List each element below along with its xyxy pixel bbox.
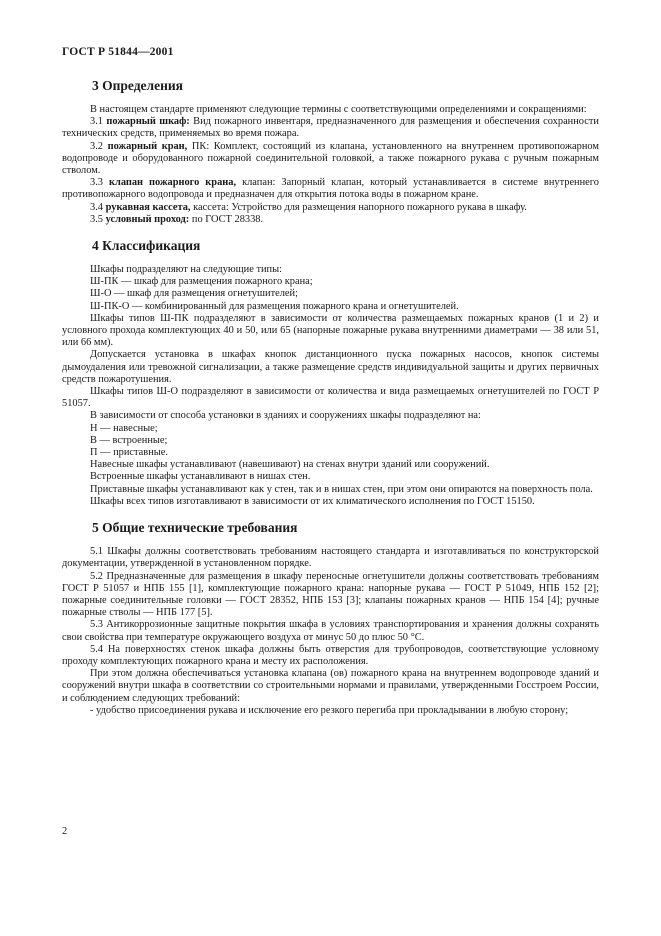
paragraph: В зависимости от способа установки в зданиях и сооружениях шкафы подразделяют на: bbox=[90, 410, 481, 422]
paragraph: 5.2 Предназначенные для размещения в шкафу переносные огнетушители должны соответствовать требованиям ГОСТ Р 51057 и НПБ 155 [1], комплектующие пожарного крана: напорные рукава — ГОСТ Р 51049, НПБ 152 [2]; пожарные соединительные головки — ГОСТ 28352, НПБ 153 [3]; клапаны пожарных кранов — НПБ 154 [4]; ручные пожарные стволы — НПБ 177 [5]. bbox=[62, 570, 599, 619]
clause-number: 3.2 bbox=[90, 140, 103, 152]
paragraph: Шкафы подразделяют на следующие типы: bbox=[90, 264, 282, 276]
definition-text: кассета: Устройство для размещения напорного пожарного рукава в шкафу. bbox=[193, 201, 527, 213]
paragraph: В настоящем стандарте применяют следующие термины с соответствующими определениями и сокращениями: bbox=[90, 104, 587, 115]
term: пожарный кран, bbox=[107, 140, 188, 152]
definition-text: Вид пожарного инвентаря, предназначенного для размещения и обеспечения сохранности технических средств, применяемых во время пожара. bbox=[62, 116, 599, 140]
paragraph: Шкафы типов Ш-О подразделяют в зависимости от количества и вида размещаемых огнетушителей по ГОСТ Р 51057. bbox=[62, 386, 599, 410]
definition-text: по ГОСТ 28338. bbox=[191, 213, 264, 225]
term: рукавная кассета, bbox=[105, 201, 191, 213]
clause-number: 3.1 bbox=[90, 116, 103, 128]
section-heading: 4 Классификация bbox=[92, 238, 201, 254]
document-header: ГОСТ Р 51844—2001 bbox=[62, 46, 174, 58]
paragraph: Шкафы всех типов изготавливают в зависимости от их климатического исполнения по ГОСТ 15150. bbox=[90, 495, 535, 507]
paragraph: Встроенные шкафы устанавливают в нишах стен. bbox=[90, 471, 311, 483]
paragraph: П — приставные. bbox=[90, 447, 168, 459]
paragraph: При этом должна обеспечиваться установка клапана (ов) пожарного крана на внутреннем водопроводе зданий и сооружений внутри шкафа в соответствии со строительными нормами и правилами, утвержденными Госстроем России, и соблюдением следующих требований: bbox=[62, 668, 599, 704]
paragraph: Ш-О — шкаф для размещения огнетушителей; bbox=[90, 288, 298, 300]
definition-text: ПК: Комплект, состоящий из клапана, установленного на внутреннем противопожарном водопроводе и оборудованного пожарной соединительной головкой, а также пожарного рукава с ручным пожарным стволом. bbox=[62, 140, 599, 177]
definition-3-5 bbox=[62, 214, 599, 226]
section-heading: 3 Определения bbox=[92, 78, 183, 93]
definition-3-3 bbox=[62, 177, 599, 201]
definition-text: клапан: Запорный клапан, который устанавливается в системе внутреннего противопожарного водопровода и предназначен для открытия потока воды в пожарном кране. bbox=[62, 177, 599, 201]
paragraph: Допускается установка в шкафах кнопок дистанционного пуска пожарных насосов, кнопок системы дымоудаления или тревожной сигнализации, а также размещение средств индивидуальной защиты и других первичных средств пожаротушения. bbox=[62, 349, 599, 385]
term: клапан пожарного крана, bbox=[109, 177, 237, 189]
paragraph: Шкафы типов Ш-ПК подразделяют в зависимости от количества размещаемых пожарных кранов (1 и 2) и условного прохода комплектующих 40 и 50, или 65 (напорные пожарные рукава внутренними диаметрами — 38 или 51, или 66 мм). bbox=[62, 312, 599, 349]
paragraph: Навесные шкафы устанавливают (навешивают) на стенах внутри зданий или сооружений. bbox=[90, 459, 490, 471]
page-number: 2 bbox=[62, 826, 68, 837]
definition-3-1 bbox=[62, 116, 599, 140]
term: условный проход: bbox=[105, 213, 190, 225]
clause-number: 3.5 bbox=[90, 213, 103, 225]
paragraph: Приставные шкафы устанавливают как у стен, так и в нишах стен, при этом они опираются на поверхность пола. bbox=[90, 483, 593, 495]
paragraph: 5.4 На поверхностях стенок шкафа должны быть отверстия для трубопроводов, соответствующие условному проходу комплектующих пожарного крана и месту их расположения. bbox=[62, 643, 599, 667]
section-heading: 5 Общие технические требования bbox=[92, 520, 298, 536]
section-general-requirements bbox=[62, 520, 599, 717]
paragraph: Ш-ПК — шкаф для размещения пожарного крана; bbox=[90, 276, 313, 288]
clause-number: 3.3 bbox=[90, 177, 103, 189]
term: пожарный шкаф: bbox=[106, 116, 190, 128]
paragraph: Н — навесные; bbox=[90, 422, 158, 434]
definition-3-2 bbox=[62, 141, 599, 178]
section-classification bbox=[62, 238, 599, 508]
clause-number: 3.4 bbox=[90, 201, 103, 213]
paragraph: 5.1 Шкафы должны соответствовать требованиям настоящего стандарта и изготавливаться по конструкторской документации, утвержденной в установленном порядке. bbox=[62, 546, 599, 570]
paragraph: Ш-ПК-О — комбинированный для размещения пожарного крана и огнетушителей. bbox=[90, 300, 459, 312]
section-definitions bbox=[62, 78, 599, 226]
paragraph: В — встроенные; bbox=[90, 434, 168, 446]
paragraph: 5.3 Антикоррозионные защитные покрытия шкафа в условиях транспортирования и хранения должны сохранять свои свойства при температуре окружающего воздуха от минус 50 до плюс 50 °С. bbox=[62, 619, 599, 643]
paragraph: - удобство присоединения рукава и исключение его резкого перегиба при прокладывании в любую сторону; bbox=[90, 704, 569, 716]
definition-3-4 bbox=[62, 202, 599, 214]
